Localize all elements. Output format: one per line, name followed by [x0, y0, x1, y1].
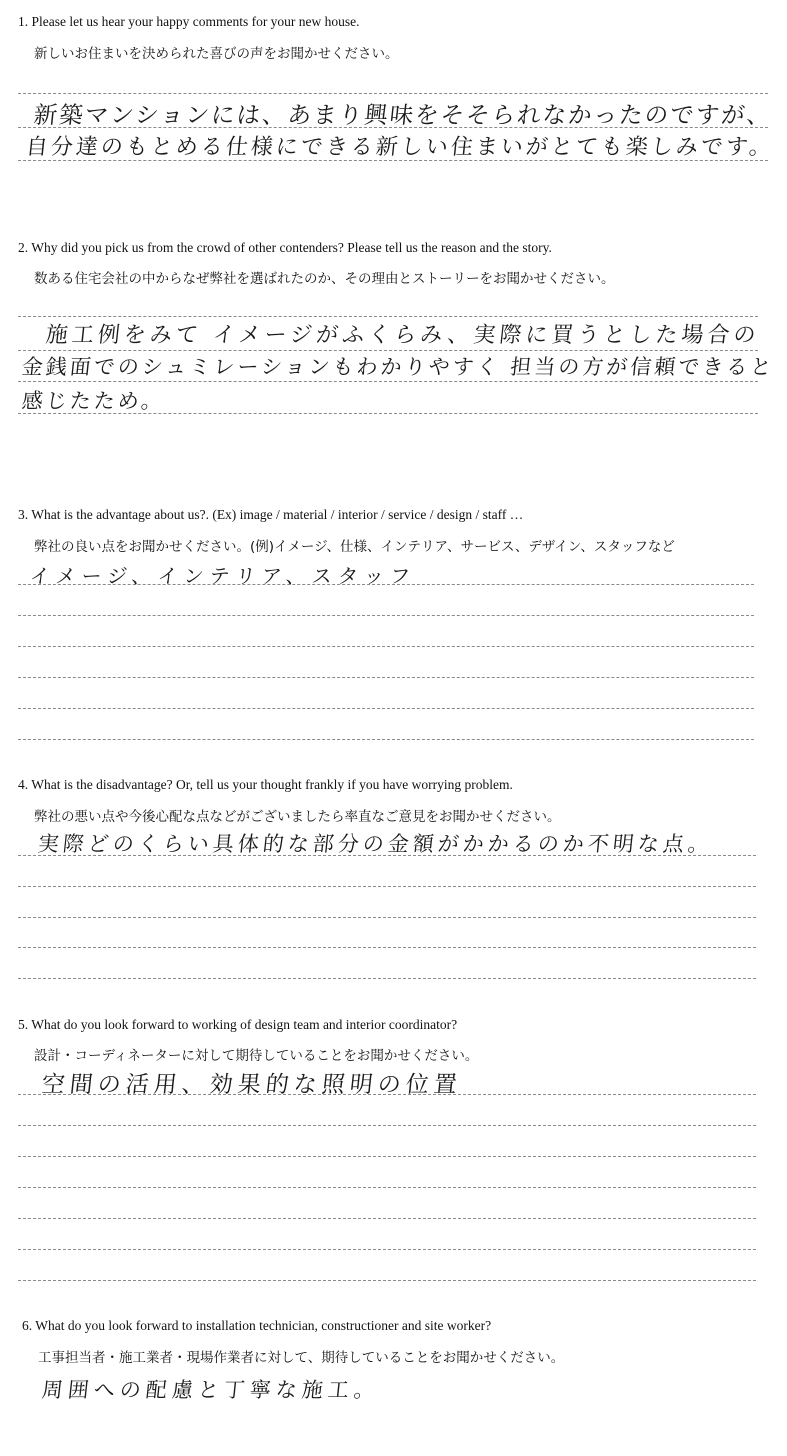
answer-rule	[18, 646, 754, 647]
handwritten-answer: 感じたため。	[20, 389, 167, 413]
question-2-ja: 数ある住宅会社の中からなぜ弊社を選ばれたのか、その理由とストーリーをお聞かせください。	[34, 271, 615, 287]
question-3-ja: 弊社の良い点をお聞かせください。(例)イメージ、仕様、インテリア、サービス、デザイン、スタッフなど	[34, 539, 675, 555]
handwritten-answer: 周囲への配慮と丁寧な施工。	[40, 1378, 382, 1402]
question-2-en: 2. Why did you pick us from the crowd of other contenders? Please tell us the reason and the story.	[18, 240, 552, 255]
answer-rule	[18, 917, 756, 918]
question-6-en: 6. What do you look forward to installation technician, constructioner and site worker?	[22, 1318, 492, 1333]
answer-rule	[18, 708, 754, 709]
handwritten-answer: 新築マンションには、あまり興味をそそられなかったのですが、	[32, 101, 774, 129]
answer-rule	[18, 93, 768, 94]
question-6-ja: 工事担当者・施工業者・現場作業者に対して、期待していることをお聞かせください。	[38, 1350, 565, 1366]
answer-rule	[18, 1280, 756, 1281]
question-5-ja: 設計・コーディネーターに対して期待していることをお聞かせください。	[34, 1048, 479, 1064]
answer-rule	[18, 1218, 756, 1219]
handwritten-answer: 空間の活用、効果的な照明の位置	[40, 1072, 464, 1098]
answer-rule	[18, 978, 756, 979]
answer-rule	[18, 1187, 756, 1188]
question-1-ja: 新しいお住まいを決められた喜びの声をお聞かせください。	[34, 46, 399, 62]
handwritten-answer: 自分達のもとめる仕様にできる新しい住まいがとても楽しみです。	[24, 135, 776, 160]
handwritten-answer: 施工例をみて イメージがふくらみ、実際に買うとした場合の	[44, 323, 761, 348]
answer-rule	[18, 381, 758, 382]
answer-rule	[18, 739, 754, 740]
answer-rule	[18, 947, 756, 948]
question-3-en: 3. What is the advantage about us?. (Ex) image / material / interior / service / design / staff …	[18, 507, 524, 522]
question-1-en: 1. Please let us hear your happy comments for your new house.	[18, 14, 360, 29]
question-4-ja: 弊社の悪い点や今後心配な点などがございましたら率直なご意見をお聞かせください。	[34, 809, 561, 825]
handwritten-answer: 金銭面でのシュミレーションもわかりやすく 担当の方が信頼できると	[20, 355, 776, 379]
question-5-en: 5. What do you look forward to working of design team and interior coordinator?	[18, 1017, 458, 1032]
answer-rule	[18, 1249, 756, 1250]
handwritten-answer: 実際どのくらい具体的な部分の金額がかかるのか不明な点。	[36, 832, 715, 856]
answer-rule	[18, 886, 756, 887]
handwritten-answer: イメージ、インテリア、スタッフ	[28, 564, 418, 588]
answer-rule	[18, 1156, 756, 1157]
answer-rule	[18, 677, 754, 678]
answer-rule	[18, 1125, 756, 1126]
answer-rule	[18, 615, 754, 616]
question-4-en: 4. What is the disadvantage? Or, tell us your thought frankly if you have worrying problem.	[18, 777, 513, 792]
answer-rule	[18, 316, 758, 317]
